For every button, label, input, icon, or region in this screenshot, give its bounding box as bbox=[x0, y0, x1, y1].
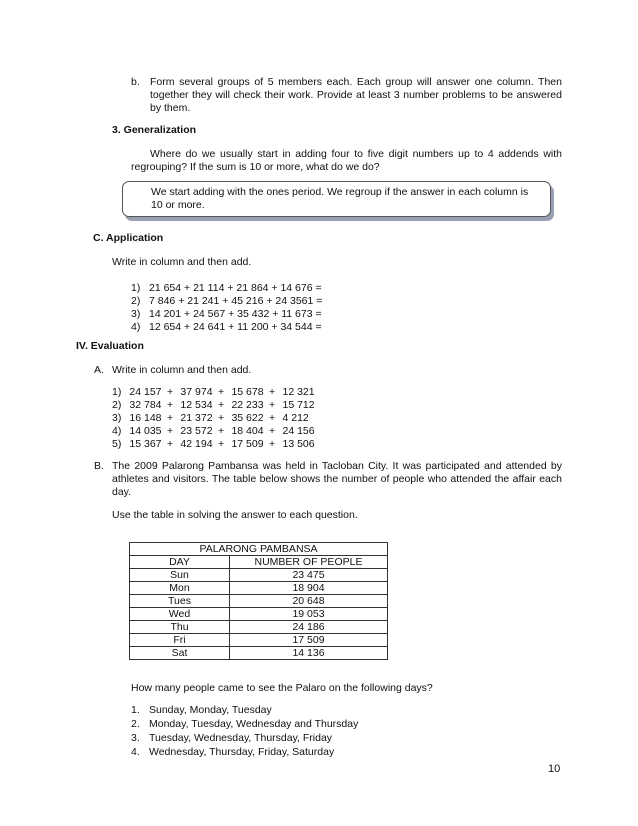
day-cell: Mon bbox=[130, 582, 230, 595]
day-cell: Tues bbox=[130, 595, 230, 608]
plus-sign: + bbox=[269, 438, 276, 450]
table-row bbox=[112, 386, 322, 399]
problem-cell: 4 212 bbox=[282, 412, 309, 424]
table-row bbox=[112, 399, 322, 412]
people-cell: 20 648 bbox=[230, 595, 388, 608]
questions-list bbox=[131, 704, 358, 760]
problem-cell: 24 157 bbox=[129, 386, 162, 398]
evaluation-heading: IV. Evaluation bbox=[76, 340, 144, 352]
table-row bbox=[112, 425, 322, 438]
problem-cell: 12 321 bbox=[282, 386, 315, 398]
plus-sign: + bbox=[166, 386, 174, 398]
people-cell: 19 053 bbox=[230, 608, 388, 621]
plus-sign: + bbox=[166, 438, 174, 450]
table-row bbox=[112, 412, 322, 425]
plus-sign: + bbox=[218, 425, 225, 437]
problem-cell: 4) bbox=[112, 425, 122, 437]
table-row bbox=[130, 569, 388, 582]
table-row bbox=[130, 582, 388, 595]
part-b-text: The 2009 Palarong Pambansa was held in Tacloban City. It was participated and attended by athletes and visitors. The table below shows the number of people who attended the affair each day. bbox=[112, 460, 562, 498]
problem-cell: 5) bbox=[112, 438, 122, 450]
plus-sign: + bbox=[166, 412, 174, 424]
list-item: 4. Wednesday, Thursday, Friday, Saturday bbox=[131, 746, 335, 758]
answer-box bbox=[122, 181, 551, 217]
list-item: 3) 14 201 + 24 567 + 35 432 + 11 673 = bbox=[131, 308, 322, 320]
problem-cell: 42 194 bbox=[180, 438, 213, 450]
plus-sign: + bbox=[269, 386, 276, 398]
answer-text: We start adding with the ones period. We regroup if the answer in each column is 10 or more. bbox=[151, 186, 529, 211]
table-row bbox=[130, 647, 388, 660]
day-cell: Wed bbox=[130, 608, 230, 621]
problem-cell: 15 367 bbox=[129, 438, 162, 450]
people-cell: 17 509 bbox=[230, 634, 388, 647]
problem-cell: 17 509 bbox=[231, 438, 264, 450]
table-row bbox=[130, 595, 388, 608]
people-cell: 23 475 bbox=[230, 569, 388, 582]
application-heading: C. Application bbox=[93, 232, 164, 244]
problem-cell: 14 035 bbox=[129, 425, 162, 437]
application-instruction: Write in column and then add. bbox=[112, 256, 252, 268]
problem-cell: 37 974 bbox=[180, 386, 213, 398]
problem-cell: 32 784 bbox=[129, 399, 162, 411]
plus-sign: + bbox=[269, 425, 276, 437]
plus-sign: + bbox=[166, 425, 174, 437]
plus-sign: + bbox=[218, 399, 225, 411]
list-item: 2. Monday, Tuesday, Wednesday and Thursday bbox=[131, 718, 359, 730]
generalization-heading: 3. Generalization bbox=[112, 124, 197, 136]
problem-cell: 22 233 bbox=[231, 399, 264, 411]
item-b-label: b. bbox=[131, 76, 140, 88]
people-cell: 14 136 bbox=[230, 647, 388, 660]
palarong-pambansa-table bbox=[129, 542, 388, 660]
day-cell: Sat bbox=[130, 647, 230, 660]
part-a-label: A. bbox=[94, 364, 104, 376]
people-cell: 18 904 bbox=[230, 582, 388, 595]
problem-cell: 15 712 bbox=[282, 399, 315, 411]
day-cell: Thu bbox=[130, 621, 230, 634]
problem-cell: 12 534 bbox=[180, 399, 213, 411]
table-title: PALARONG PAMBANSA bbox=[130, 543, 388, 556]
problem-cell: 2) bbox=[112, 399, 122, 411]
column-header-people: NUMBER OF PEOPLE bbox=[230, 556, 388, 569]
list-item: 3. Tuesday, Wednesday, Thursday, Friday bbox=[131, 732, 333, 744]
plus-sign: + bbox=[218, 412, 225, 424]
evaluation-problem-table bbox=[112, 386, 322, 451]
questions-prompt: How many people came to see the Palaro on the following days? bbox=[131, 682, 433, 694]
item-b-text: Form several groups of 5 members each. Each group will answer one column. Then together they will check their work. Provide at least 3 number problems to be answered by them. bbox=[150, 76, 562, 114]
plus-sign: + bbox=[218, 386, 225, 398]
plus-sign: + bbox=[166, 399, 174, 411]
problem-cell: 24 156 bbox=[282, 425, 315, 437]
problem-cell: 16 148 bbox=[129, 412, 162, 424]
plus-sign: + bbox=[269, 412, 276, 424]
plus-sign: + bbox=[218, 438, 225, 450]
list-item: 1. Sunday, Monday, Tuesday bbox=[131, 704, 272, 716]
problem-cell: 13 506 bbox=[282, 438, 315, 450]
table-row bbox=[130, 634, 388, 647]
generalization-question: Where do we usually start in adding four to five digit numbers up to 4 addends with regrouping? If the sum is 10 or more, what do we do? bbox=[131, 148, 562, 173]
list-item: 4) 12 654 + 24 641 + 11 200 + 34 544 = bbox=[131, 321, 322, 333]
problem-cell: 1) bbox=[112, 386, 122, 398]
problem-cell: 15 678 bbox=[231, 386, 264, 398]
people-cell: 24 186 bbox=[230, 621, 388, 634]
problem-cell: 21 372 bbox=[180, 412, 213, 424]
part-b-instruction: Use the table in solving the answer to each question. bbox=[112, 509, 358, 521]
day-cell: Sun bbox=[130, 569, 230, 582]
list-item: 2) 7 846 + 21 241 + 45 216 + 24 3561 = bbox=[131, 295, 323, 307]
column-header-day: DAY bbox=[130, 556, 230, 569]
problem-cell: 23 572 bbox=[180, 425, 213, 437]
page-number: 10 bbox=[548, 763, 561, 775]
problem-cell: 35 622 bbox=[231, 412, 264, 424]
table-row bbox=[130, 608, 388, 621]
part-a-instruction: Write in column and then add. bbox=[112, 364, 252, 376]
list-item: 1) 21 654 + 21 114 + 21 864 + 14 676 = bbox=[131, 282, 322, 294]
table-row bbox=[130, 621, 388, 634]
day-cell: Fri bbox=[130, 634, 230, 647]
table-row bbox=[112, 438, 322, 451]
part-b-label: B. bbox=[94, 460, 104, 472]
problem-cell: 3) bbox=[112, 412, 122, 424]
plus-sign: + bbox=[269, 399, 276, 411]
application-problem-list bbox=[131, 282, 322, 334]
problem-cell: 18 404 bbox=[231, 425, 264, 437]
